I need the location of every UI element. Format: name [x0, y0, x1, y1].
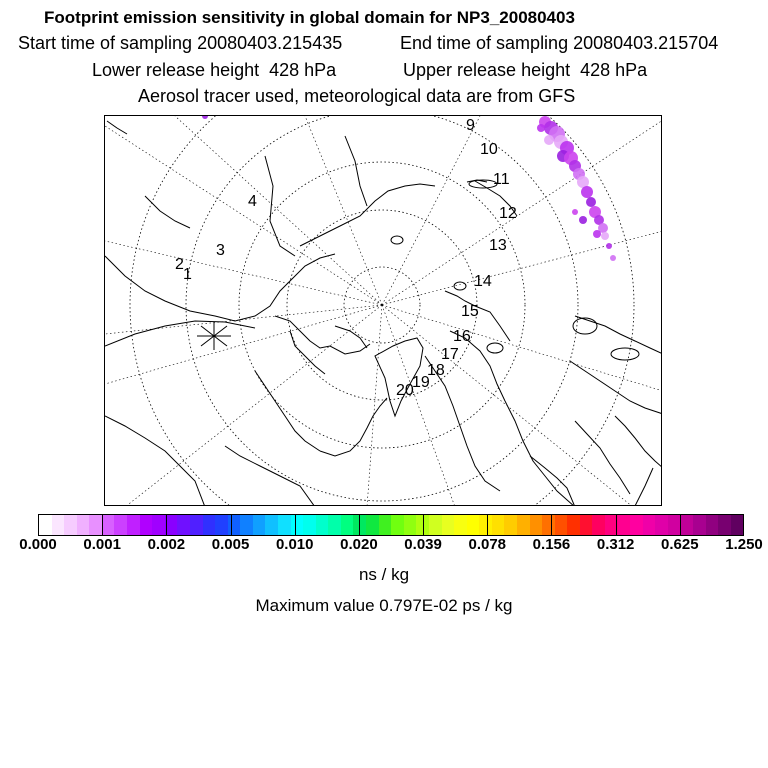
- coastline-hudson-bay-east: [320, 398, 387, 456]
- meridian: [382, 305, 455, 506]
- coastline-right-3: [615, 416, 662, 468]
- trajectory-label: 9: [466, 117, 475, 134]
- colorbar-segment: [102, 515, 115, 535]
- trajectory-label: 4: [248, 193, 257, 210]
- colorbar-unit-label: ns / kg: [358, 565, 410, 584]
- trajectory-label: 10: [480, 141, 498, 158]
- colorbar-segment: [404, 515, 417, 535]
- colorbar-segment: [240, 515, 253, 535]
- coastline-alaska: [105, 254, 335, 321]
- colorbar-segment: [379, 515, 392, 535]
- meridian: [175, 116, 382, 305]
- meridian: [125, 305, 382, 506]
- meridian: [105, 305, 382, 384]
- colorbar-segment: [693, 515, 706, 535]
- colorbar-segment: [39, 515, 52, 535]
- plume-cell: [593, 230, 601, 238]
- meridian: [382, 231, 662, 305]
- plume-cell: [601, 232, 609, 240]
- colorbar-segment: [718, 515, 731, 535]
- colorbar-tick-label: 0.000: [19, 536, 57, 553]
- coastline-kamchatka: [345, 136, 367, 206]
- map-title: Footprint emission sensitivity in global domain for NP3_20080403: [44, 8, 575, 27]
- coastline-right-2: [570, 361, 662, 414]
- upper-release-height-label: Upper release height 428 hPa: [403, 60, 648, 80]
- colorbar-tick-label: 0.002: [147, 536, 186, 553]
- colorbar-segment: [429, 515, 442, 535]
- coastline-left-lower: [105, 416, 205, 506]
- colorbar-segment: [680, 515, 693, 535]
- colorbar-segment: [555, 515, 568, 535]
- colorbar-separator: [551, 514, 552, 536]
- colorbar-segment: [303, 515, 316, 535]
- meridian: [305, 116, 382, 305]
- colorbar-segment: [114, 515, 127, 535]
- plume-cell: [586, 197, 596, 207]
- start-time-label: Start time of sampling 20080403.215435: [18, 33, 343, 53]
- coastline-right-4: [575, 421, 630, 494]
- colorbar-separator: [102, 514, 103, 536]
- colorbar-separator: [680, 514, 681, 536]
- plume-cell: [537, 124, 545, 132]
- latitude-circles: [130, 116, 634, 506]
- colorbar-segment: [77, 515, 90, 535]
- colorbar-segment: [278, 515, 291, 535]
- end-time-label: End time of sampling 20080403.215704: [400, 33, 719, 53]
- trajectory-label: 11: [493, 171, 510, 188]
- colorbar: [38, 514, 744, 536]
- trajectory-labels: [175, 117, 517, 399]
- trajectory-label: 3: [216, 242, 225, 259]
- trajectory-label: 1: [183, 266, 192, 283]
- colorbar-segment: [366, 515, 379, 535]
- emission-plume: [202, 116, 616, 261]
- colorbar-separator: [166, 514, 167, 536]
- colorbar-segment: [190, 515, 203, 535]
- colorbar-separator: [423, 514, 424, 536]
- meridian: [105, 241, 382, 305]
- trajectory-label: 14: [474, 273, 492, 290]
- colorbar-segment: [52, 515, 65, 535]
- colorbar-segment: [630, 515, 643, 535]
- colorbar-segment: [731, 515, 744, 535]
- colorbar-segment: [530, 515, 543, 535]
- colorbar-segment: [152, 515, 165, 535]
- plume-cell: [202, 116, 208, 119]
- colorbar-segment: [291, 515, 304, 535]
- plume-cell: [579, 216, 587, 224]
- island-shape: [487, 343, 503, 353]
- coastline-labrador: [225, 446, 315, 506]
- trajectory-label: 16: [453, 328, 471, 345]
- colorbar-segment: [140, 515, 153, 535]
- colorbar-segment: [265, 515, 278, 535]
- colorbar-segment: [454, 515, 467, 535]
- trajectory-label: 20: [396, 382, 414, 399]
- colorbar-separator: [359, 514, 360, 536]
- colorbar-tick-label: 0.039: [404, 536, 442, 553]
- colorbar-segment: [504, 515, 517, 535]
- colorbar-segment: [442, 515, 455, 535]
- colorbar-segment: [215, 515, 228, 535]
- colorbar-segment: [341, 515, 354, 535]
- colorbar-segment: [592, 515, 605, 535]
- coastline-corner: [107, 121, 127, 134]
- colorbar-segment: [517, 515, 530, 535]
- colorbar-tick-label: 1.250: [725, 536, 763, 553]
- plume-cell: [572, 209, 578, 215]
- colorbar-tick-label: 0.020: [340, 536, 378, 553]
- colorbar-segment: [618, 515, 631, 535]
- colorbar-segment: [253, 515, 266, 535]
- trajectory-label: 17: [441, 346, 459, 363]
- plume-cell: [606, 243, 612, 249]
- island-shape: [454, 282, 466, 290]
- map-panel: [104, 115, 662, 506]
- colorbar-segment: [542, 515, 555, 535]
- colorbar-segment: [492, 515, 505, 535]
- colorbar-tick-label: 0.078: [468, 536, 507, 553]
- meridian: [367, 305, 382, 506]
- island-shape: [391, 236, 403, 244]
- colorbar-separator: [616, 514, 617, 536]
- colorbar-segment: [127, 515, 140, 535]
- coastline-right-5: [530, 456, 575, 506]
- latitude-circle-40: [130, 116, 634, 506]
- colorbar-segment: [316, 515, 329, 535]
- plume-cell: [544, 135, 554, 145]
- island-shape: [611, 348, 639, 360]
- colorbar-segment: [64, 515, 77, 535]
- meridian: [382, 116, 480, 305]
- maximum-value-label: Maximum value 0.797E-02 ps / kg: [255, 596, 513, 615]
- coastline-canada-inner: [290, 331, 325, 374]
- coastline-hudson-bay-west: [255, 371, 320, 451]
- coastline-right-6: [635, 468, 653, 506]
- trajectory-label: 18: [427, 362, 445, 379]
- trajectory-label: 12: [499, 205, 517, 222]
- colorbar-segment: [89, 515, 102, 535]
- plume-cell: [581, 186, 593, 198]
- colorbar-segment: [580, 515, 593, 535]
- colorbar-segment: [328, 515, 341, 535]
- colorbar-tick-label: 0.010: [275, 536, 314, 553]
- trajectory-label: 13: [489, 237, 507, 254]
- meridian: [105, 305, 382, 334]
- polar-map: [105, 116, 662, 506]
- colorbar-separator: [231, 514, 232, 536]
- colorbar-tick-label: 0.312: [596, 536, 635, 553]
- meridian: [105, 126, 382, 305]
- colorbar-segment: [203, 515, 216, 535]
- colorbar-segment: [467, 515, 480, 535]
- coastline-siberia-east: [265, 156, 295, 256]
- lower-release-height-label: Lower release height 428 hPa: [92, 60, 337, 80]
- colorbar-tick-label: 0.156: [532, 536, 571, 553]
- latitude-circle-50: [186, 116, 578, 501]
- colorbar-segment: [567, 515, 580, 535]
- colorbar-segment: [655, 515, 668, 535]
- colorbar-segment: [643, 515, 656, 535]
- colorbar-segment: [668, 515, 681, 535]
- coastline-north-america: [105, 321, 255, 346]
- trajectory-label: 19: [412, 374, 430, 391]
- coastline-left-upper: [145, 196, 190, 228]
- colorbar-separator: [295, 514, 296, 536]
- colorbar-separator: [487, 514, 488, 536]
- colorbar-tick-label: 0.005: [211, 536, 250, 553]
- tracer-info-label: Aerosol tracer used, meteorological data are from GFS: [138, 86, 576, 106]
- plume-cell: [610, 255, 616, 261]
- trajectory-label: 2: [175, 256, 184, 273]
- colorbar-tick-label: 0.001: [83, 536, 121, 553]
- colorbar-tick-label: 0.625: [661, 536, 699, 553]
- meridian: [382, 120, 662, 305]
- trajectory-label: 15: [461, 303, 479, 320]
- asterisk-marker-icon: [197, 322, 231, 350]
- coastline-europe: [505, 401, 575, 506]
- colorbar-segment: [177, 515, 190, 535]
- colorbar-segment: [706, 515, 719, 535]
- colorbar-segment: [479, 515, 492, 535]
- coastline-siberia-north: [300, 184, 435, 246]
- colorbar-segment: [391, 515, 404, 535]
